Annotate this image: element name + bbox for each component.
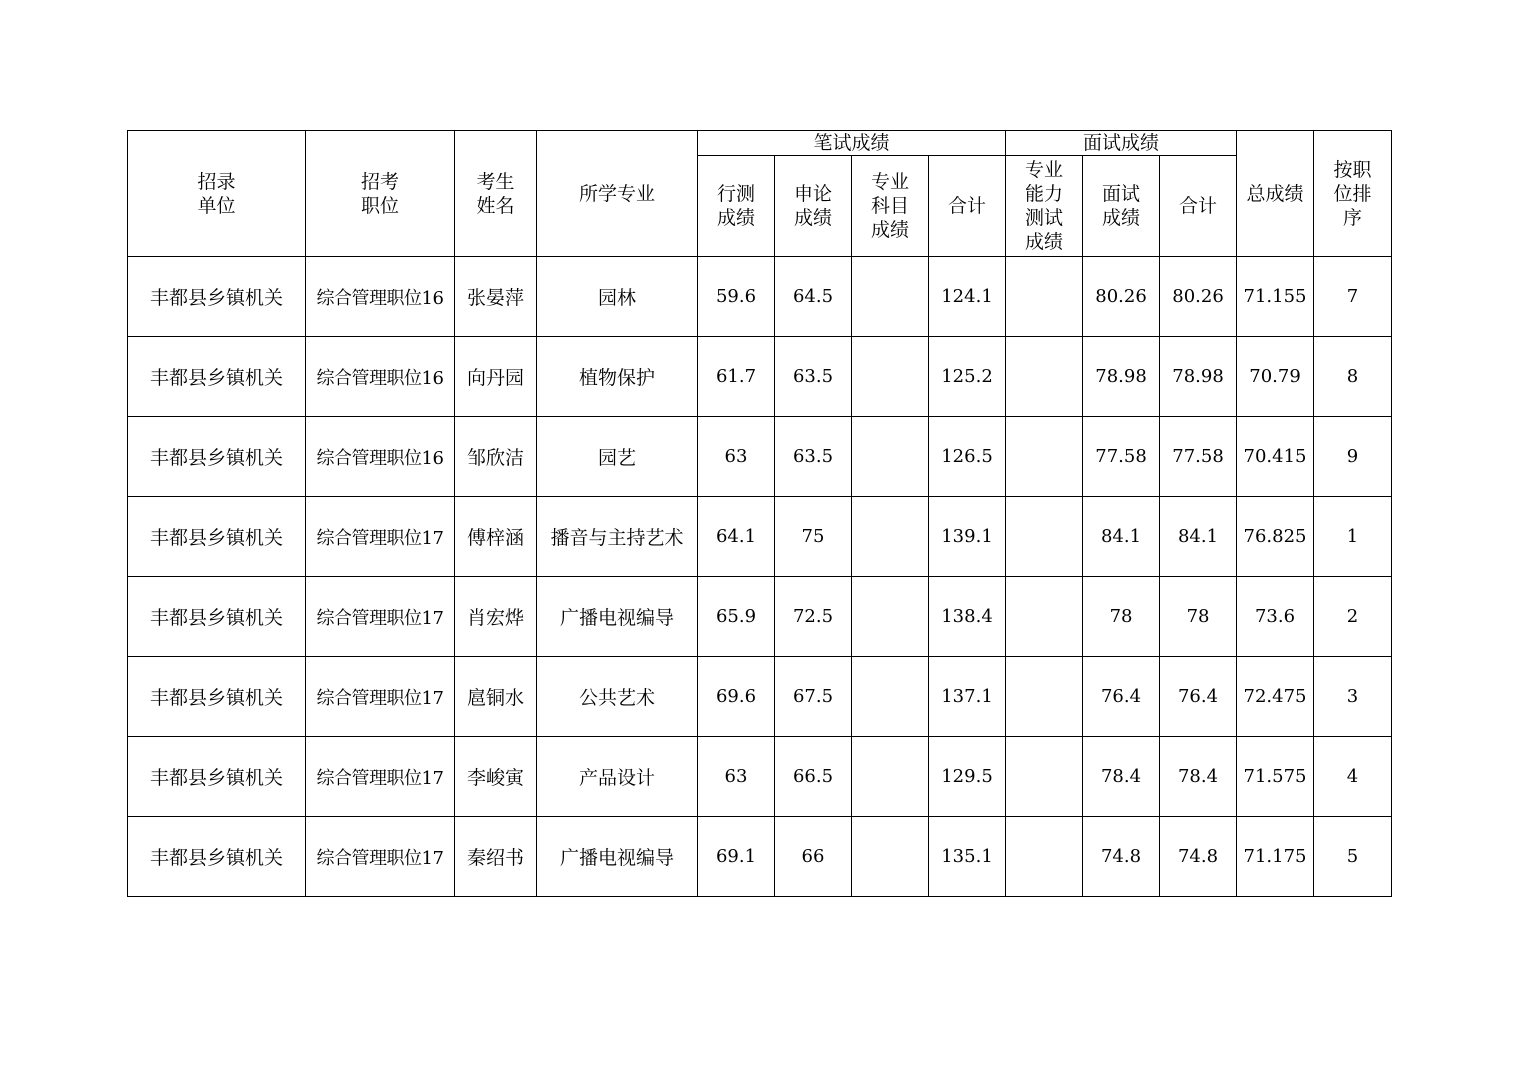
cell-rank: 7 [1314,257,1392,337]
header-shenlun: 申论 成绩 [775,156,852,257]
table-row [128,577,1392,657]
cell-interview-total: 74.8 [1160,817,1237,897]
cell-unit: 丰都县乡镇机关 [128,417,306,497]
cell-interview-total: 80.26 [1160,257,1237,337]
cell-unit: 丰都县乡镇机关 [128,337,306,417]
cell-special-subject [852,417,929,497]
cell-unit: 丰都县乡镇机关 [128,657,306,737]
cell-interview-score: 80.26 [1083,257,1160,337]
cell-position: 综合管理职位17 [306,817,455,897]
cell-shenlun: 63.5 [775,337,852,417]
header-interview-score: 面试 成绩 [1083,156,1160,257]
cell-unit: 丰都县乡镇机关 [128,737,306,817]
cell-name: 肖宏烨 [455,577,537,657]
header-written-group: 笔试成绩 [698,131,1006,156]
cell-total-score: 70.415 [1237,417,1314,497]
cell-prof-ability [1006,817,1083,897]
cell-written-total: 138.4 [929,577,1006,657]
header-rank: 按职 位排 序 [1314,131,1392,257]
cell-total-score: 73.6 [1237,577,1314,657]
cell-interview-total: 84.1 [1160,497,1237,577]
cell-name: 张晏萍 [455,257,537,337]
cell-written-total: 124.1 [929,257,1006,337]
cell-position: 综合管理职位16 [306,257,455,337]
score-table [127,130,1392,897]
header-interview-group: 面试成绩 [1006,131,1237,156]
header-written-total: 合计 [929,156,1006,257]
cell-major: 园林 [537,257,698,337]
cell-xingce: 59.6 [698,257,775,337]
cell-shenlun: 66.5 [775,737,852,817]
header-prof-ability: 专业 能力 测试 成绩 [1006,156,1083,257]
cell-special-subject [852,737,929,817]
cell-rank: 9 [1314,417,1392,497]
cell-xingce: 61.7 [698,337,775,417]
cell-interview-total: 76.4 [1160,657,1237,737]
cell-major: 广播电视编导 [537,577,698,657]
cell-xingce: 63 [698,737,775,817]
cell-prof-ability [1006,417,1083,497]
cell-rank: 2 [1314,577,1392,657]
cell-position: 综合管理职位16 [306,417,455,497]
cell-interview-score: 74.8 [1083,817,1160,897]
cell-interview-total: 77.58 [1160,417,1237,497]
cell-major: 植物保护 [537,337,698,417]
cell-prof-ability [1006,257,1083,337]
cell-interview-score: 84.1 [1083,497,1160,577]
cell-shenlun: 66 [775,817,852,897]
cell-name: 邹欣洁 [455,417,537,497]
cell-xingce: 65.9 [698,577,775,657]
cell-interview-total: 78 [1160,577,1237,657]
cell-special-subject [852,817,929,897]
cell-shenlun: 75 [775,497,852,577]
cell-position: 综合管理职位17 [306,657,455,737]
table-row [128,737,1392,817]
cell-unit: 丰都县乡镇机关 [128,257,306,337]
header-special-subject: 专业 科目 成绩 [852,156,929,257]
header-position: 招考 职位 [306,131,455,257]
cell-special-subject [852,577,929,657]
cell-position: 综合管理职位17 [306,497,455,577]
cell-unit: 丰都县乡镇机关 [128,497,306,577]
cell-position: 综合管理职位17 [306,737,455,817]
cell-prof-ability [1006,657,1083,737]
header-major: 所学专业 [537,131,698,257]
cell-written-total: 135.1 [929,817,1006,897]
cell-rank: 5 [1314,817,1392,897]
cell-total-score: 71.575 [1237,737,1314,817]
cell-xingce: 69.1 [698,817,775,897]
cell-interview-score: 77.58 [1083,417,1160,497]
cell-unit: 丰都县乡镇机关 [128,577,306,657]
header-unit: 招录 单位 [128,131,306,257]
cell-total-score: 76.825 [1237,497,1314,577]
cell-rank: 8 [1314,337,1392,417]
cell-name: 傅梓涵 [455,497,537,577]
cell-shenlun: 72.5 [775,577,852,657]
cell-interview-score: 76.4 [1083,657,1160,737]
cell-xingce: 64.1 [698,497,775,577]
cell-written-total: 137.1 [929,657,1006,737]
table-row [128,337,1392,417]
header-row-group [128,131,1392,156]
cell-interview-score: 78.4 [1083,737,1160,817]
cell-name: 李峻寅 [455,737,537,817]
cell-written-total: 126.5 [929,417,1006,497]
cell-position: 综合管理职位16 [306,337,455,417]
cell-name: 向丹园 [455,337,537,417]
table-row [128,497,1392,577]
header-interview-total: 合计 [1160,156,1237,257]
cell-shenlun: 67.5 [775,657,852,737]
header-name: 考生 姓名 [455,131,537,257]
table-row [128,817,1392,897]
cell-special-subject [852,337,929,417]
header-total-score: 总成绩 [1237,131,1314,257]
cell-prof-ability [1006,337,1083,417]
table-body [128,257,1392,897]
cell-xingce: 69.6 [698,657,775,737]
cell-special-subject [852,657,929,737]
cell-written-total: 139.1 [929,497,1006,577]
cell-prof-ability [1006,577,1083,657]
cell-name: 秦绍书 [455,817,537,897]
cell-total-score: 71.175 [1237,817,1314,897]
table-row [128,657,1392,737]
cell-major: 广播电视编导 [537,817,698,897]
cell-interview-total: 78.4 [1160,737,1237,817]
cell-shenlun: 64.5 [775,257,852,337]
cell-interview-score: 78 [1083,577,1160,657]
cell-written-total: 129.5 [929,737,1006,817]
cell-interview-total: 78.98 [1160,337,1237,417]
cell-rank: 4 [1314,737,1392,817]
cell-rank: 3 [1314,657,1392,737]
cell-special-subject [852,257,929,337]
cell-written-total: 125.2 [929,337,1006,417]
table-row [128,257,1392,337]
cell-shenlun: 63.5 [775,417,852,497]
cell-interview-score: 78.98 [1083,337,1160,417]
cell-position: 综合管理职位17 [306,577,455,657]
cell-xingce: 63 [698,417,775,497]
cell-name: 扈铜水 [455,657,537,737]
cell-total-score: 70.79 [1237,337,1314,417]
cell-special-subject [852,497,929,577]
cell-major: 播音与主持艺术 [537,497,698,577]
cell-rank: 1 [1314,497,1392,577]
cell-unit: 丰都县乡镇机关 [128,817,306,897]
cell-total-score: 71.155 [1237,257,1314,337]
header-xingce: 行测 成绩 [698,156,775,257]
cell-major: 产品设计 [537,737,698,817]
table-row [128,417,1392,497]
cell-total-score: 72.475 [1237,657,1314,737]
cell-prof-ability [1006,737,1083,817]
cell-major: 公共艺术 [537,657,698,737]
cell-prof-ability [1006,497,1083,577]
table-header [128,131,1392,257]
cell-major: 园艺 [537,417,698,497]
